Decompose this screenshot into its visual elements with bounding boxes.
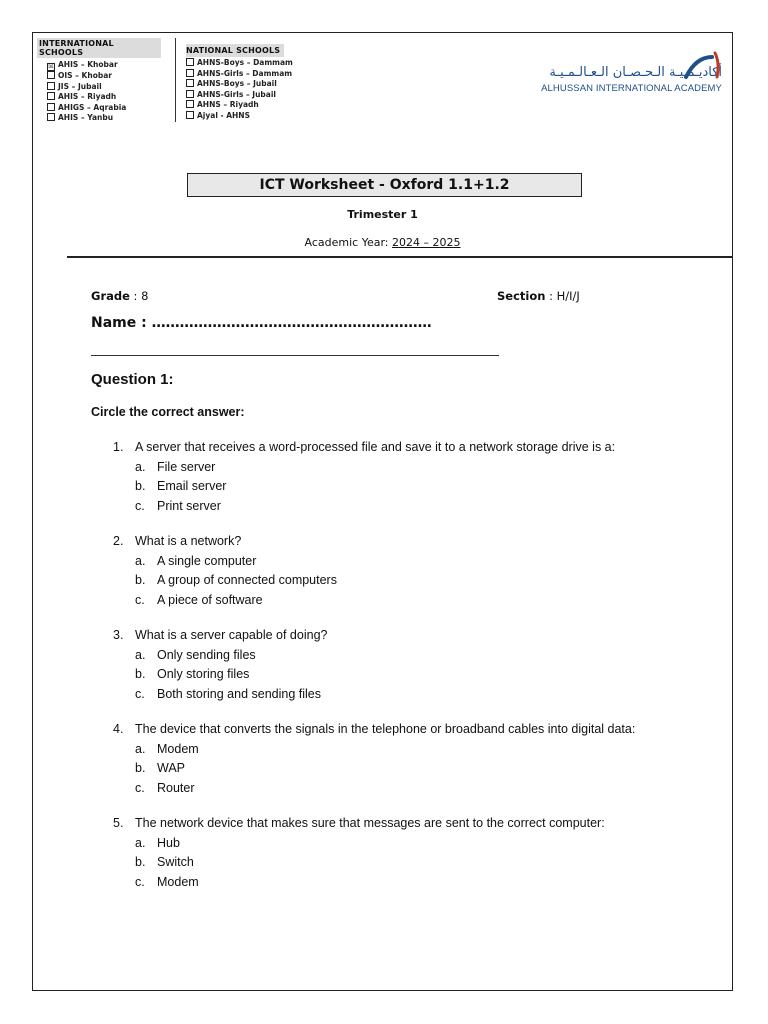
checkbox-icon: [47, 103, 55, 111]
option-text: Print server: [157, 498, 221, 513]
worksheet-title: ICT Worksheet - Oxford 1.1+1.2: [187, 173, 582, 197]
option-letter: c.: [135, 686, 145, 701]
school-item: [37, 60, 177, 71]
answer-option[interactable]: [135, 591, 713, 611]
answer-option[interactable]: [135, 552, 713, 572]
option-letter: b.: [135, 855, 146, 869]
school-label: OIS – Khobar: [58, 71, 112, 80]
option-letter: a.: [135, 647, 146, 662]
answer-option[interactable]: [135, 685, 713, 705]
question-instruction: Circle the correct answer:: [91, 405, 245, 419]
checkbox-icon: [186, 100, 194, 108]
option-letter: b.: [135, 667, 146, 681]
school-label: AHNS-Girls – Dammam: [197, 68, 293, 78]
school-item: [37, 92, 177, 103]
grade-value: : 8: [129, 289, 149, 303]
option-letter: b.: [135, 761, 146, 775]
question-text: What is a network?: [135, 534, 242, 548]
national-schools: [175, 38, 326, 122]
checkbox-icon: [186, 58, 194, 66]
option-letter: a.: [135, 459, 146, 474]
school-label: AHNS-Girls – Jubail: [197, 89, 277, 99]
option-text: Only storing files: [157, 667, 250, 681]
school-label: AHIS – Yanbu: [58, 113, 114, 123]
option-text: A single computer: [157, 553, 257, 568]
school-label: AHNS – Riyadh: [197, 100, 259, 110]
checkbox-icon: [47, 113, 55, 121]
school-label: JIS – Jubail: [58, 81, 102, 91]
checkbox-icon: [47, 92, 55, 100]
checkbox-icon: [186, 79, 194, 87]
option-text: A piece of software: [157, 592, 263, 607]
option-text: Both storing and sending files: [157, 686, 321, 701]
section-field: [497, 289, 580, 303]
question-text: The network device that makes sure that messages are sent to the correct computer:: [135, 816, 605, 830]
option-letter: a.: [135, 835, 146, 850]
school-item: [186, 79, 326, 90]
school-item: [186, 100, 326, 111]
school-item: [37, 113, 177, 124]
answer-option[interactable]: [135, 873, 713, 893]
question-item: [113, 532, 713, 610]
section-label: Section: [497, 289, 546, 303]
trimester-label: Trimester 1: [347, 208, 418, 221]
option-letter: c.: [135, 498, 145, 513]
checkbox-icon: ☒: [48, 63, 54, 70]
name-underline: [91, 355, 499, 356]
option-letter: c.: [135, 874, 145, 889]
logo-arabic-text: أكاديـمـيـة الـحـصـان الـعـالـمـيـة: [549, 65, 722, 80]
answer-option[interactable]: [135, 853, 713, 873]
international-schools: [37, 38, 177, 124]
school-item: [37, 82, 177, 93]
logo-english-text: ALHUSSAN INTERNATIONAL ACADEMY: [541, 83, 722, 94]
answer-option[interactable]: [135, 834, 713, 854]
header-divider: [67, 256, 733, 258]
question-number: 3.: [113, 628, 124, 642]
checkbox-icon: [186, 69, 194, 77]
option-letter: b.: [135, 573, 146, 587]
option-text: Modem: [157, 741, 199, 756]
section-value: : H/I/J: [545, 289, 580, 303]
school-label: AHIGS – Aqrabia: [58, 102, 127, 112]
school-label: Ajyal - AHNS: [197, 110, 250, 120]
option-text: A group of connected computers: [157, 573, 337, 587]
option-letter: a.: [135, 741, 146, 756]
question-item: [113, 814, 713, 892]
school-item: [186, 111, 326, 122]
question-item: [113, 626, 713, 704]
checkbox-icon: [47, 71, 55, 79]
school-label: AHNS-Boys – Dammam: [197, 58, 293, 67]
option-letter: b.: [135, 479, 146, 493]
option-text: File server: [157, 459, 216, 474]
school-item: [186, 90, 326, 101]
school-label: AHNS-Boys – Jubail: [197, 79, 277, 89]
answer-option[interactable]: [135, 740, 713, 760]
question-text: What is a server capable of doing?: [135, 628, 328, 642]
question-number: 5.: [113, 816, 124, 830]
answer-option[interactable]: [135, 458, 713, 478]
grade-field: [91, 289, 148, 303]
question-text: A server that receives a word-processed file and save it to a network storage drive is a:: [135, 440, 616, 454]
option-text: Hub: [157, 835, 180, 850]
question-title: Question 1:: [91, 371, 174, 388]
option-letter: c.: [135, 780, 145, 795]
checkbox-icon: [186, 90, 194, 98]
answer-option[interactable]: [135, 477, 713, 497]
school-item: [186, 69, 326, 80]
school-item: [37, 71, 177, 82]
checkbox-icon: [47, 82, 55, 90]
question-number: 1.: [113, 440, 124, 454]
international-schools-heading: INTERNATIONAL SCHOOLS: [37, 38, 161, 58]
question-number: 2.: [113, 534, 124, 548]
school-label: AHIS – Riyadh: [58, 92, 117, 102]
national-schools-heading: NATIONAL SCHOOLS: [186, 44, 284, 57]
option-text: Switch: [157, 855, 194, 869]
academic-year-value: 2024 – 2025: [392, 236, 461, 249]
option-text: Email server: [157, 479, 227, 493]
school-item: [186, 58, 326, 69]
school-item: [37, 103, 177, 114]
worksheet-page: [32, 32, 733, 991]
school-label: AHIS – Khobar: [58, 60, 118, 69]
question-item: [113, 720, 713, 798]
option-text: Modem: [157, 874, 199, 889]
option-text: WAP: [157, 761, 186, 775]
option-text: Only sending files: [157, 647, 256, 662]
question-item: [113, 438, 713, 516]
option-letter: a.: [135, 553, 146, 568]
academy-logo: [522, 51, 722, 94]
question-list: [113, 438, 713, 908]
answer-option[interactable]: [135, 665, 713, 685]
name-field[interactable]: Name : ……………………………………………………: [91, 315, 432, 331]
checkbox-icon: [186, 111, 194, 119]
answer-option[interactable]: [135, 646, 713, 666]
answer-option[interactable]: [135, 571, 713, 591]
answer-option[interactable]: [135, 779, 713, 799]
answer-option[interactable]: [135, 759, 713, 779]
option-letter: c.: [135, 592, 145, 607]
question-number: 4.: [113, 722, 124, 736]
horse-logo-icon: [682, 51, 722, 81]
question-text: The device that converts the signals in the telephone or broadband cables into digital data:: [135, 722, 636, 736]
answer-option[interactable]: [135, 497, 713, 517]
option-text: Router: [157, 780, 195, 795]
academic-year: [33, 236, 732, 249]
grade-label: Grade: [91, 289, 130, 303]
academic-year-label: Academic Year:: [304, 236, 392, 249]
